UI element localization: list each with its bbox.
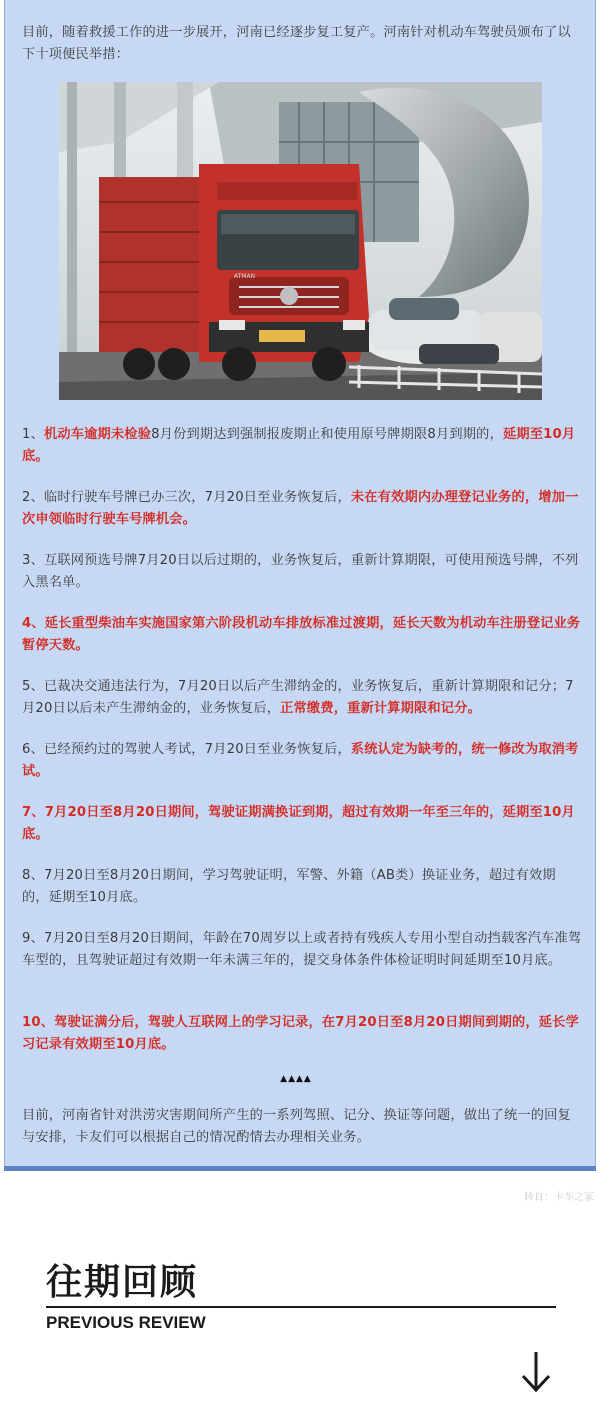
measure-item-2 [22, 487, 582, 531]
measure-number: 4、 [22, 616, 45, 631]
measure-number: 10、 [22, 1015, 55, 1030]
source-note: 转自：卡车之家 [524, 1192, 594, 1203]
measure-item-6 [22, 739, 582, 783]
intro-paragraph: 目前，随着救援工作的进一步展开，河南已经逐步复工复产。河南针对机动车驾驶员颁布了以下十项便民举措： [22, 25, 571, 62]
section-divider: ▲▲▲▲ [280, 1074, 312, 1084]
measure-item-5 [22, 676, 582, 720]
highlight-text: 延期至10月底。 [22, 427, 576, 464]
measure-number: 2、 [22, 490, 44, 505]
measure-number: 3、 [22, 553, 44, 568]
body-text: 已裁决交通违法行为，7月20日以后产生滞纳金的，业务恢复后，重新计算期限和记分；7月20日以后未产生滞纳金的，业务恢复后， [22, 679, 574, 716]
body-text: 7月20日至8月20日期间，学习驾驶证明，军警、外籍（AB类）换证业务，超过有效期的，延期至10月底。 [22, 868, 556, 905]
measure-item-3 [22, 550, 582, 594]
arrow-down-icon[interactable] [518, 1350, 554, 1394]
measure-number: 5、 [22, 679, 44, 694]
body-text: 已经预约过的驾驶人考试，7月20日至业务恢复后， [43, 742, 351, 757]
body-text: 临时行驶车号牌已办三次，7月20日至业务恢复后， [43, 490, 351, 505]
measure-item-4 [22, 613, 582, 657]
outro-paragraph: 目前，河南省针对洪涝灾害期间所产生的一系列驾照、记分、换证等问题，做出了统一的回复与安排，卡友们可以根据自己的情况酌情去办理相关业务。 [22, 1108, 571, 1145]
measure-item-1 [22, 424, 582, 468]
measure-number: 9、 [22, 931, 44, 946]
highlight-text: 7月20日至8月20日期间，驾驶证期满换证到期，超过有效期一年至三年的，延期至10月底。 [22, 805, 575, 842]
review-title: 往期回顾 [46, 1262, 199, 1303]
body-text: 7月20日至8月20日期间，年龄在70周岁以上或者持有残疾人专用小型自动挡载客汽车准驾车型的，且驾驶证超过有效期一年未满三年的，提交身体条件体检证明时间延期至10月底。 [22, 931, 582, 968]
truck-photo [59, 82, 542, 400]
highlight-text: 未在有效期内办理登记业务的，增加一次申领临时行驶车号牌机会。 [22, 490, 579, 527]
truck-badge: ATMAN [234, 273, 256, 280]
highlight-text: 系统认定为缺考的，统一修改为取消考试。 [22, 742, 579, 779]
measure-item-8 [22, 865, 582, 909]
measure-number: 1、 [22, 427, 44, 442]
highlight-text: 正常缴费，重新计算期限和记分。 [280, 701, 481, 716]
review-subtitle: PREVIOUS REVIEW [46, 1313, 206, 1332]
card-bottom-border [4, 1166, 596, 1171]
highlight-text: 驾驶证满分后，驾驶人互联网上的学习记录，在7月20日至8月20日期间到期的，延长学习记录有效期至10月底。 [22, 1015, 579, 1052]
measure-item-9 [22, 928, 582, 972]
highlight-text: 机动车逾期未检验 [43, 427, 152, 442]
body-text: 互联网预选号牌7月20日以后过期的，业务恢复后，重新计算期限，可使用预选号牌，不列入黑名单。 [22, 553, 579, 590]
measure-number: 7、 [22, 805, 45, 820]
measure-item-7 [22, 802, 582, 846]
measure-number: 6、 [22, 742, 44, 757]
measure-item-10 [22, 1012, 582, 1056]
highlight-text: 延长重型柴油车实施国家第六阶段机动车排放标准过渡期，延长天数为机动车注册登记业务暂停天数。 [22, 616, 581, 653]
measure-number: 8、 [22, 868, 44, 883]
body-text: 8月份到期达到强制报废期止和使用原号牌期限8月到期的， [151, 427, 503, 442]
review-divider [46, 1306, 556, 1308]
